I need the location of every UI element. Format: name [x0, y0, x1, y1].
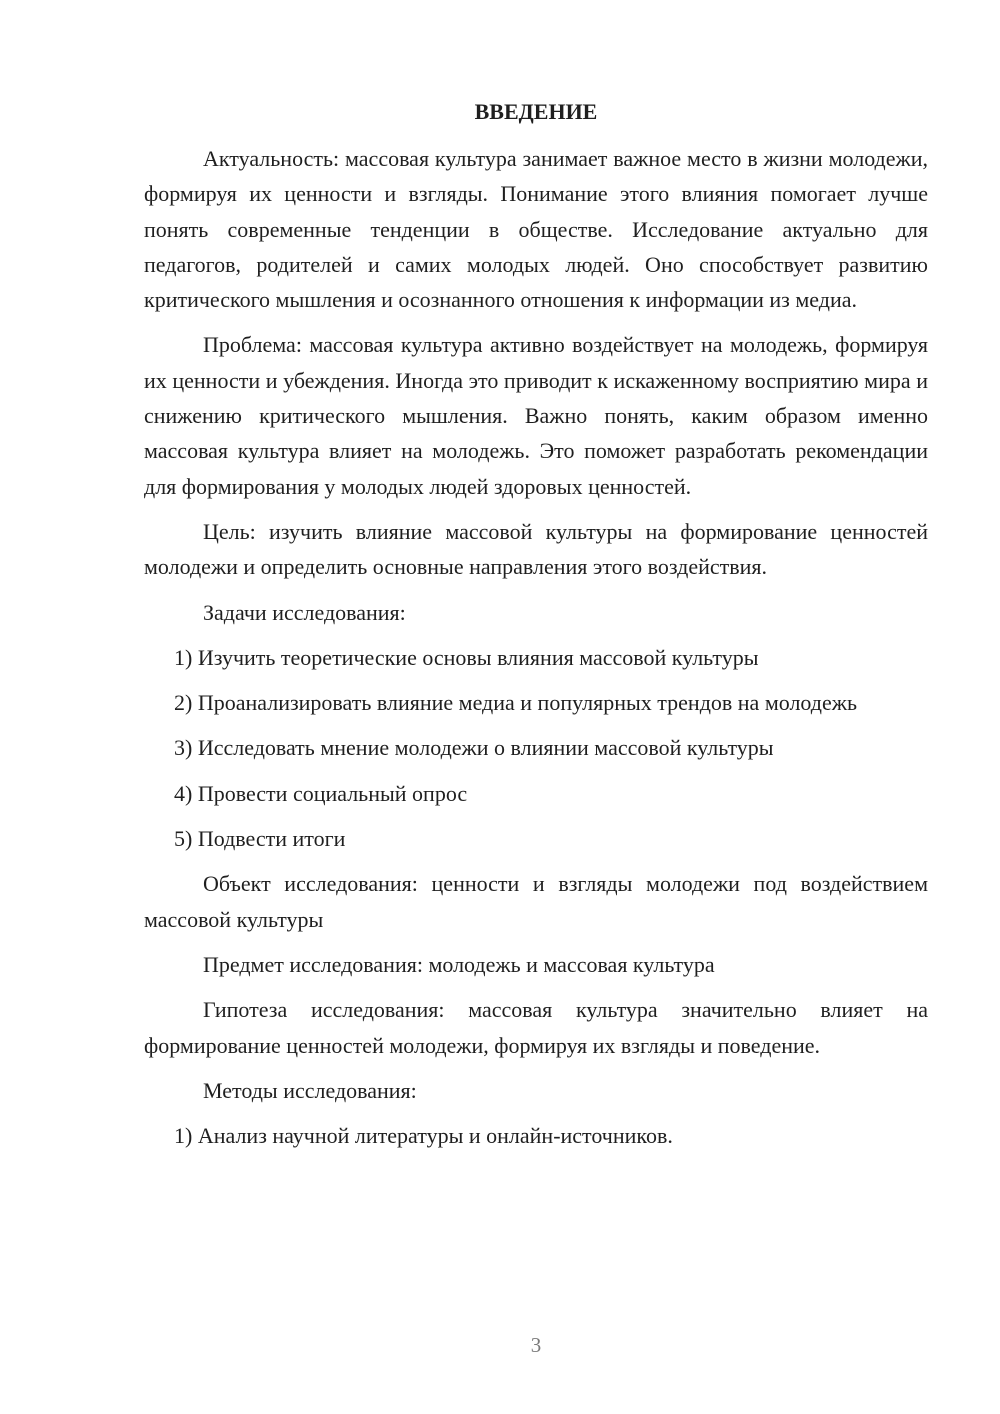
paragraph-relevance: Актуальность: массовая культура занимает важное место в жизни молодежи, формируя их ценности и взгляды. Понимание этого влияния помогает лучше понять современные тенденции в обществе. Исследование актуально для педагогов, родителей и самих молодых людей. Оно способствует развитию критического мышления и осознанного отношения к информации из медиа. [144, 146, 928, 313]
methods-heading: Методы исследования: [203, 1077, 417, 1103]
paragraph-problem: Проблема: массовая культура активно воздействует на молодежь, формируя их ценности и убеждения. Иногда это приводит к искаженному восприятию мира и снижению критического мышления. Важно понять, каким образом именно массовая культура влияет на молодежь. Это поможет разработать рекомендации для формирования у молодых людей здоровых ценностей. [144, 332, 928, 499]
page-title: ВВЕДЕНИЕ [474, 99, 598, 124]
tasks-heading: Задачи исследования: [203, 599, 406, 625]
task-item: 1) Изучить теоретические основы влияния массовой культуры [174, 644, 759, 670]
page-content [144, 94, 928, 1163]
paragraph-hypothesis: Гипотеза исследования: массовая культура значительно влияет на формирование ценностей молодежи, формируя их взгляды и поведение. [144, 997, 928, 1058]
task-item: 5) Подвести итоги [174, 826, 346, 852]
task-item: 3) Исследовать мнение молодежи о влиянии массовой культуры [174, 735, 774, 761]
page-number: 3 [530, 1333, 542, 1357]
paragraph-object: Объект исследования: ценности и взгляды молодежи под воздействием массовой культуры [144, 871, 928, 932]
paragraph-goal: Цель: изучить влияние массовой культуры на формирование ценностей молодежи и определить основные направления этого воздействия. [144, 518, 928, 580]
paragraph-subject: Предмет исследования: молодежь и массовая культура [203, 951, 715, 977]
method-item: 1) Анализ научной литературы и онлайн-источников. [174, 1123, 673, 1149]
task-item: 4) Провести социальный опрос [174, 780, 468, 806]
task-item: 2) Проанализировать влияние медиа и популярных трендов на молодежь [174, 690, 857, 716]
